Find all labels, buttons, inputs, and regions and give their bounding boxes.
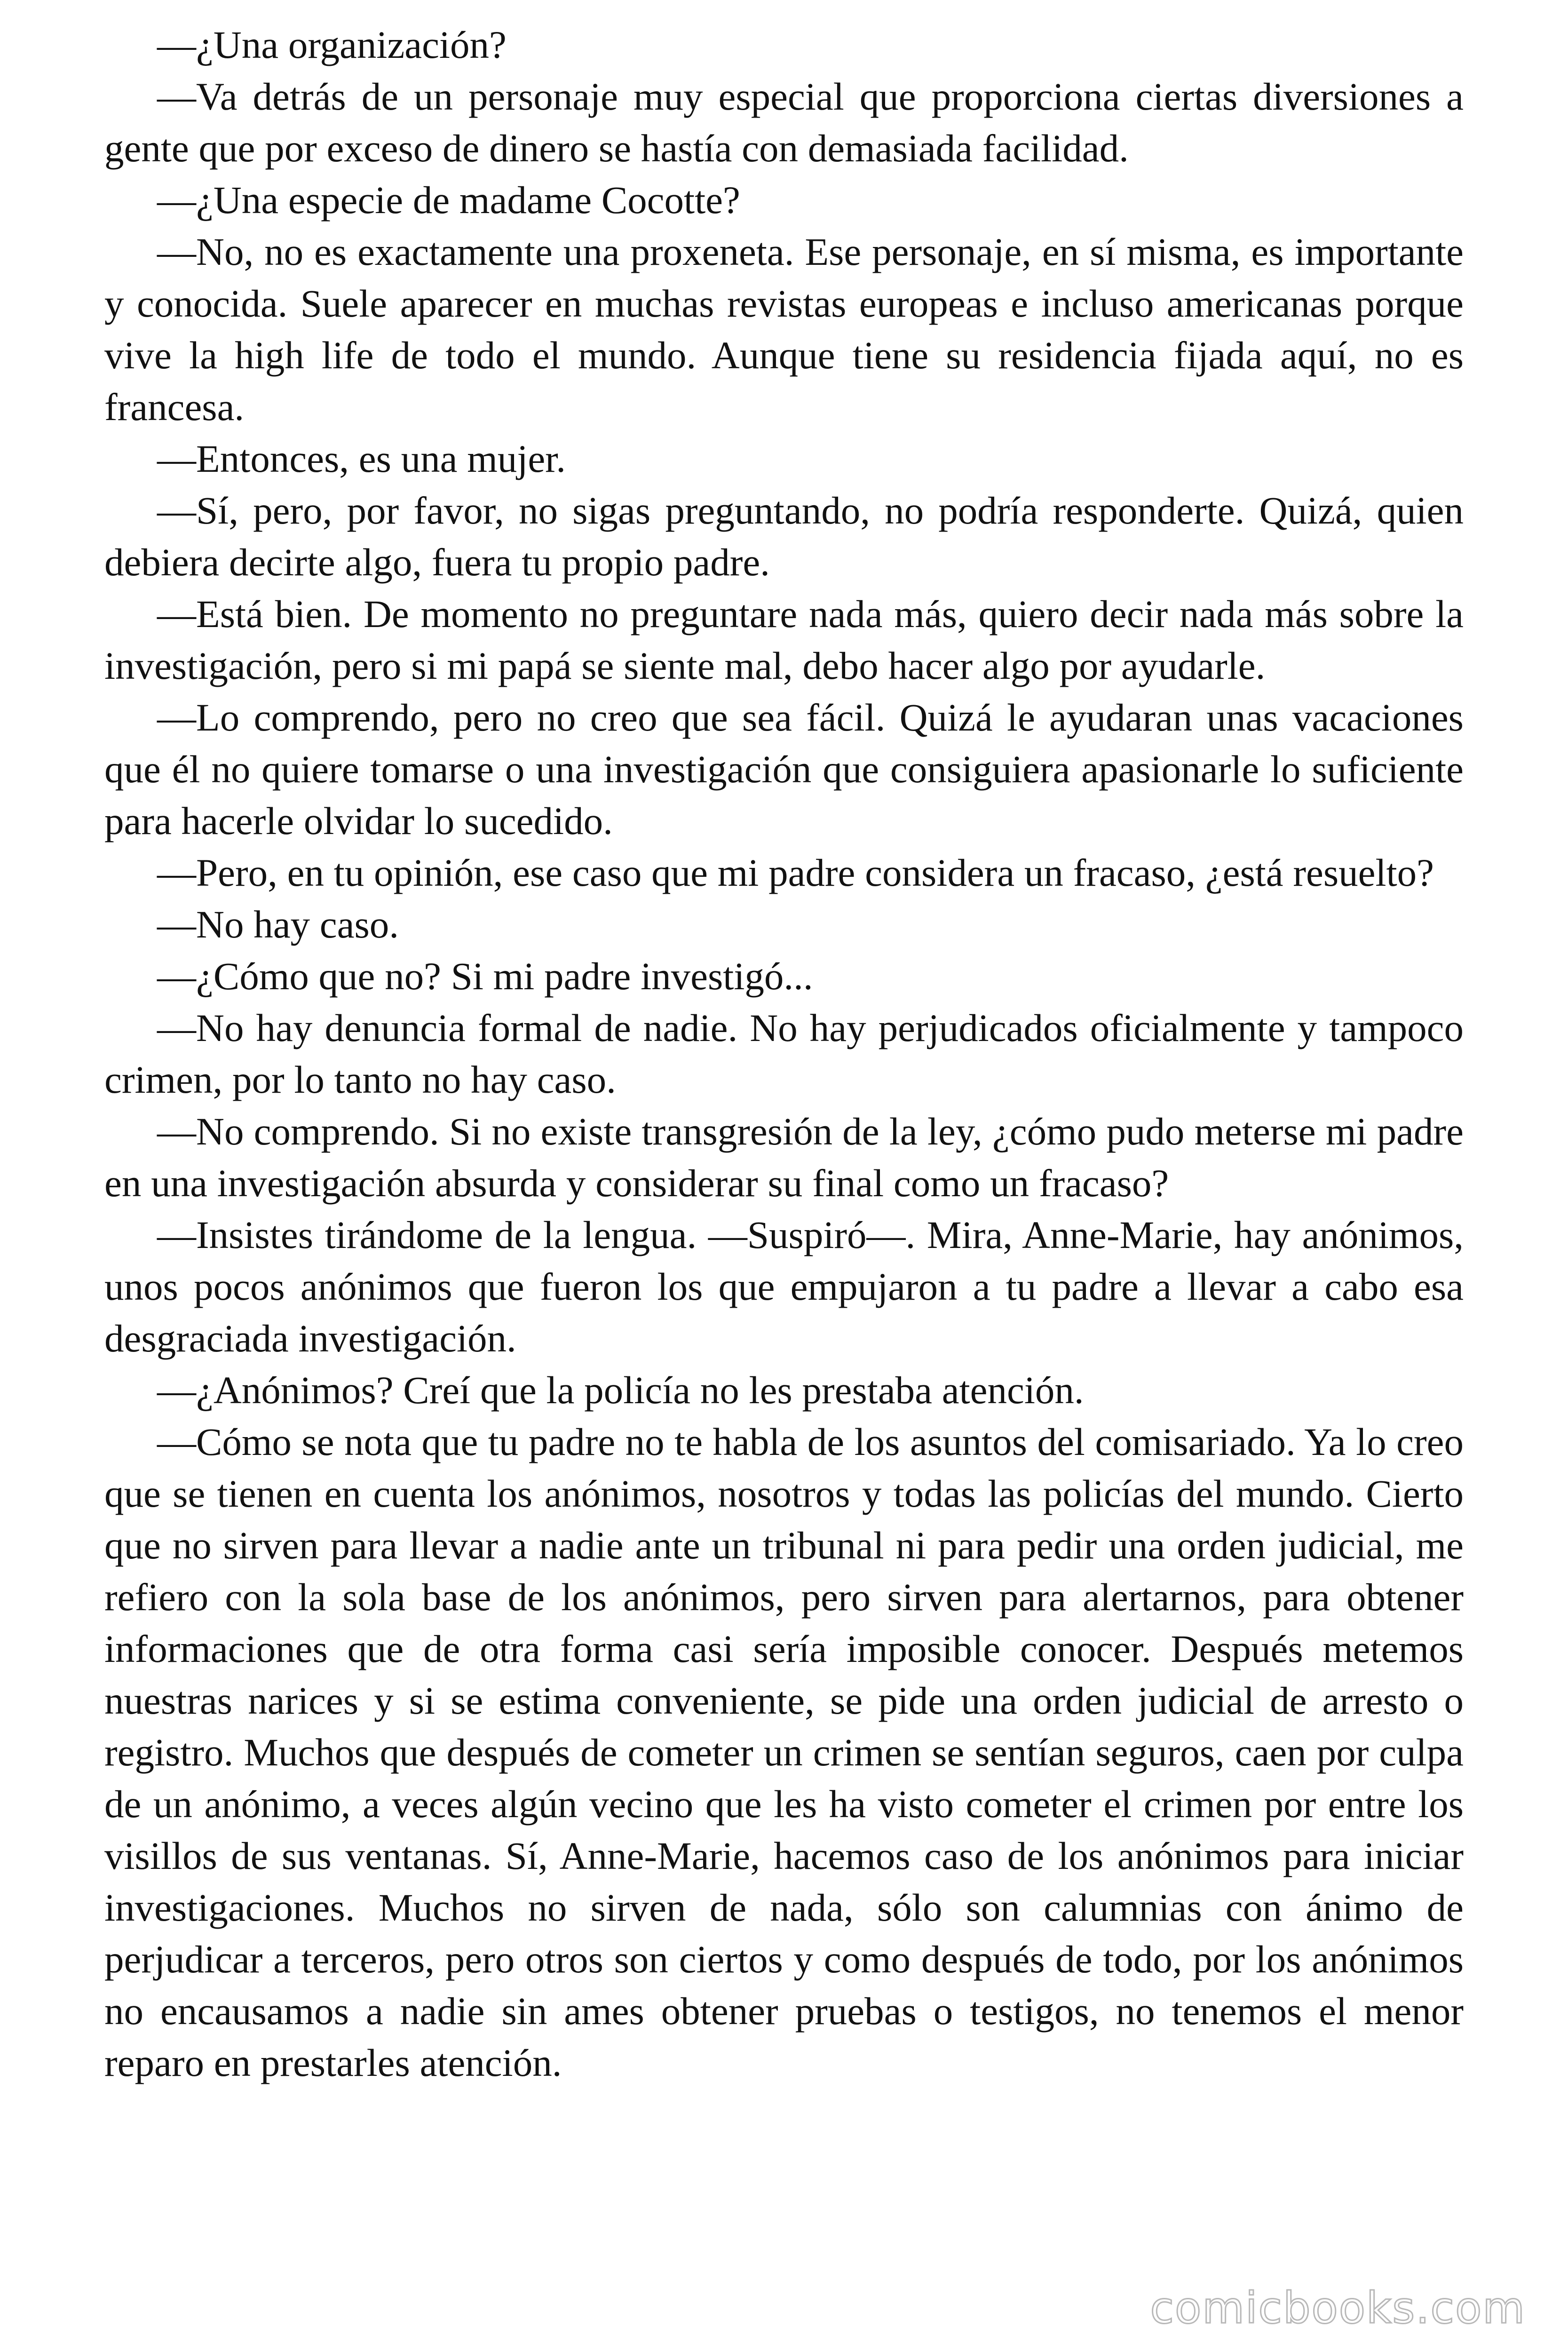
paragraph: —No comprendo. Si no existe transgresión de la ley, ¿cómo pudo meterse mi padre en una investigación absurda y considerar su final como un fracaso? [104,1110,1464,1205]
paragraph: —No hay caso. [157,903,399,946]
paragraph: —Lo comprendo, pero no creo que sea fácil. Quizá le ayudaran unas vacaciones que él no quiere tomarse o una investigación que consiguiera apasionarle lo suficiente para hacerle olvidar lo sucedido. [104,696,1464,842]
watermark: comicbooks.com [1150,2283,1526,2333]
paragraph: —¿Una organización? [157,23,507,66]
paragraph: —No hay denuncia formal de nadie. No hay perjudicados oficialmente y tampoco crimen, por lo tanto no hay caso. [104,1006,1464,1101]
paragraph: —Insistes tirándome de la lengua. —Suspiró—. Mira, Anne-Marie, hay anónimos, unos pocos anónimos que fueron los que empujaron a tu padre a llevar a cabo esa desgraciada investigación. [104,1213,1464,1360]
paragraph: —Entonces, es una mujer. [157,437,566,480]
paragraph: —Sí, pero, por favor, no sigas preguntando, no podría responderte. Quizá, quien debiera decirte algo, fuera tu propio padre. [104,489,1464,584]
paragraph: —Cómo se nota que tu padre no te habla de los asuntos del comisariado. Ya lo creo que se tienen en cuenta los anónimos, nosotros y todas las policías del mundo. Cierto que no sirven para llevar a nadie ante un tribunal ni para pedir una orden judicial, me refiero con la sola base de los anónimos, pero sirven para alertarnos, para obtener informaciones que de otra forma casi sería imposible conocer. Después metemos nuestras narices y si se estima conveniente, se pide una orden judicial de arresto o registro. Muchos que después de cometer un crimen se sentían seguros, caen por culpa de un anónimo, a veces algún vecino que les ha visto cometer el crimen por entre los visillos de sus ventanas. Sí, Anne-Marie, hacemos caso de los anónimos para iniciar investigaciones. Muchos no sirven de nada, sólo son calumnias con ánimo de perjudicar a terceros, pero otros son ciertos y como después de todo, por los anónimos no encausamos a nadie sin ames obtener pruebas o testigos, no tenemos el menor reparo en prestarles atención. [104,1420,1464,2084]
paragraph: —No, no es exactamente una proxeneta. Ese personaje, en sí misma, es importante y conocida. Suele aparecer en muchas revistas europeas e incluso americanas porque vive la high life de todo el mundo. Aunque tiene su residencia fijada aquí, no es francesa. [104,230,1464,429]
paragraph: —Está bien. De momento no preguntare nada más, quiero decir nada más sobre la investigación, pero si mi papá se siente mal, debo hacer algo por ayudarle. [104,592,1464,687]
paragraph: —¿Anónimos? Creí que la policía no les prestaba atención. [157,1368,1084,1412]
paragraph: —¿Una especie de madame Cocotte? [157,178,740,222]
paragraph: —Pero, en tu opinión, ese caso que mi padre considera un fracaso, ¿está resuelto? [157,851,1434,894]
paragraph: —¿Cómo que no? Si mi padre investigó... [157,954,813,998]
book-page [104,19,1464,2324]
paragraph: —Va detrás de un personaje muy especial que proporciona ciertas diversiones a gente que por exceso de dinero se hastía con demasiada facilidad. [104,75,1464,170]
